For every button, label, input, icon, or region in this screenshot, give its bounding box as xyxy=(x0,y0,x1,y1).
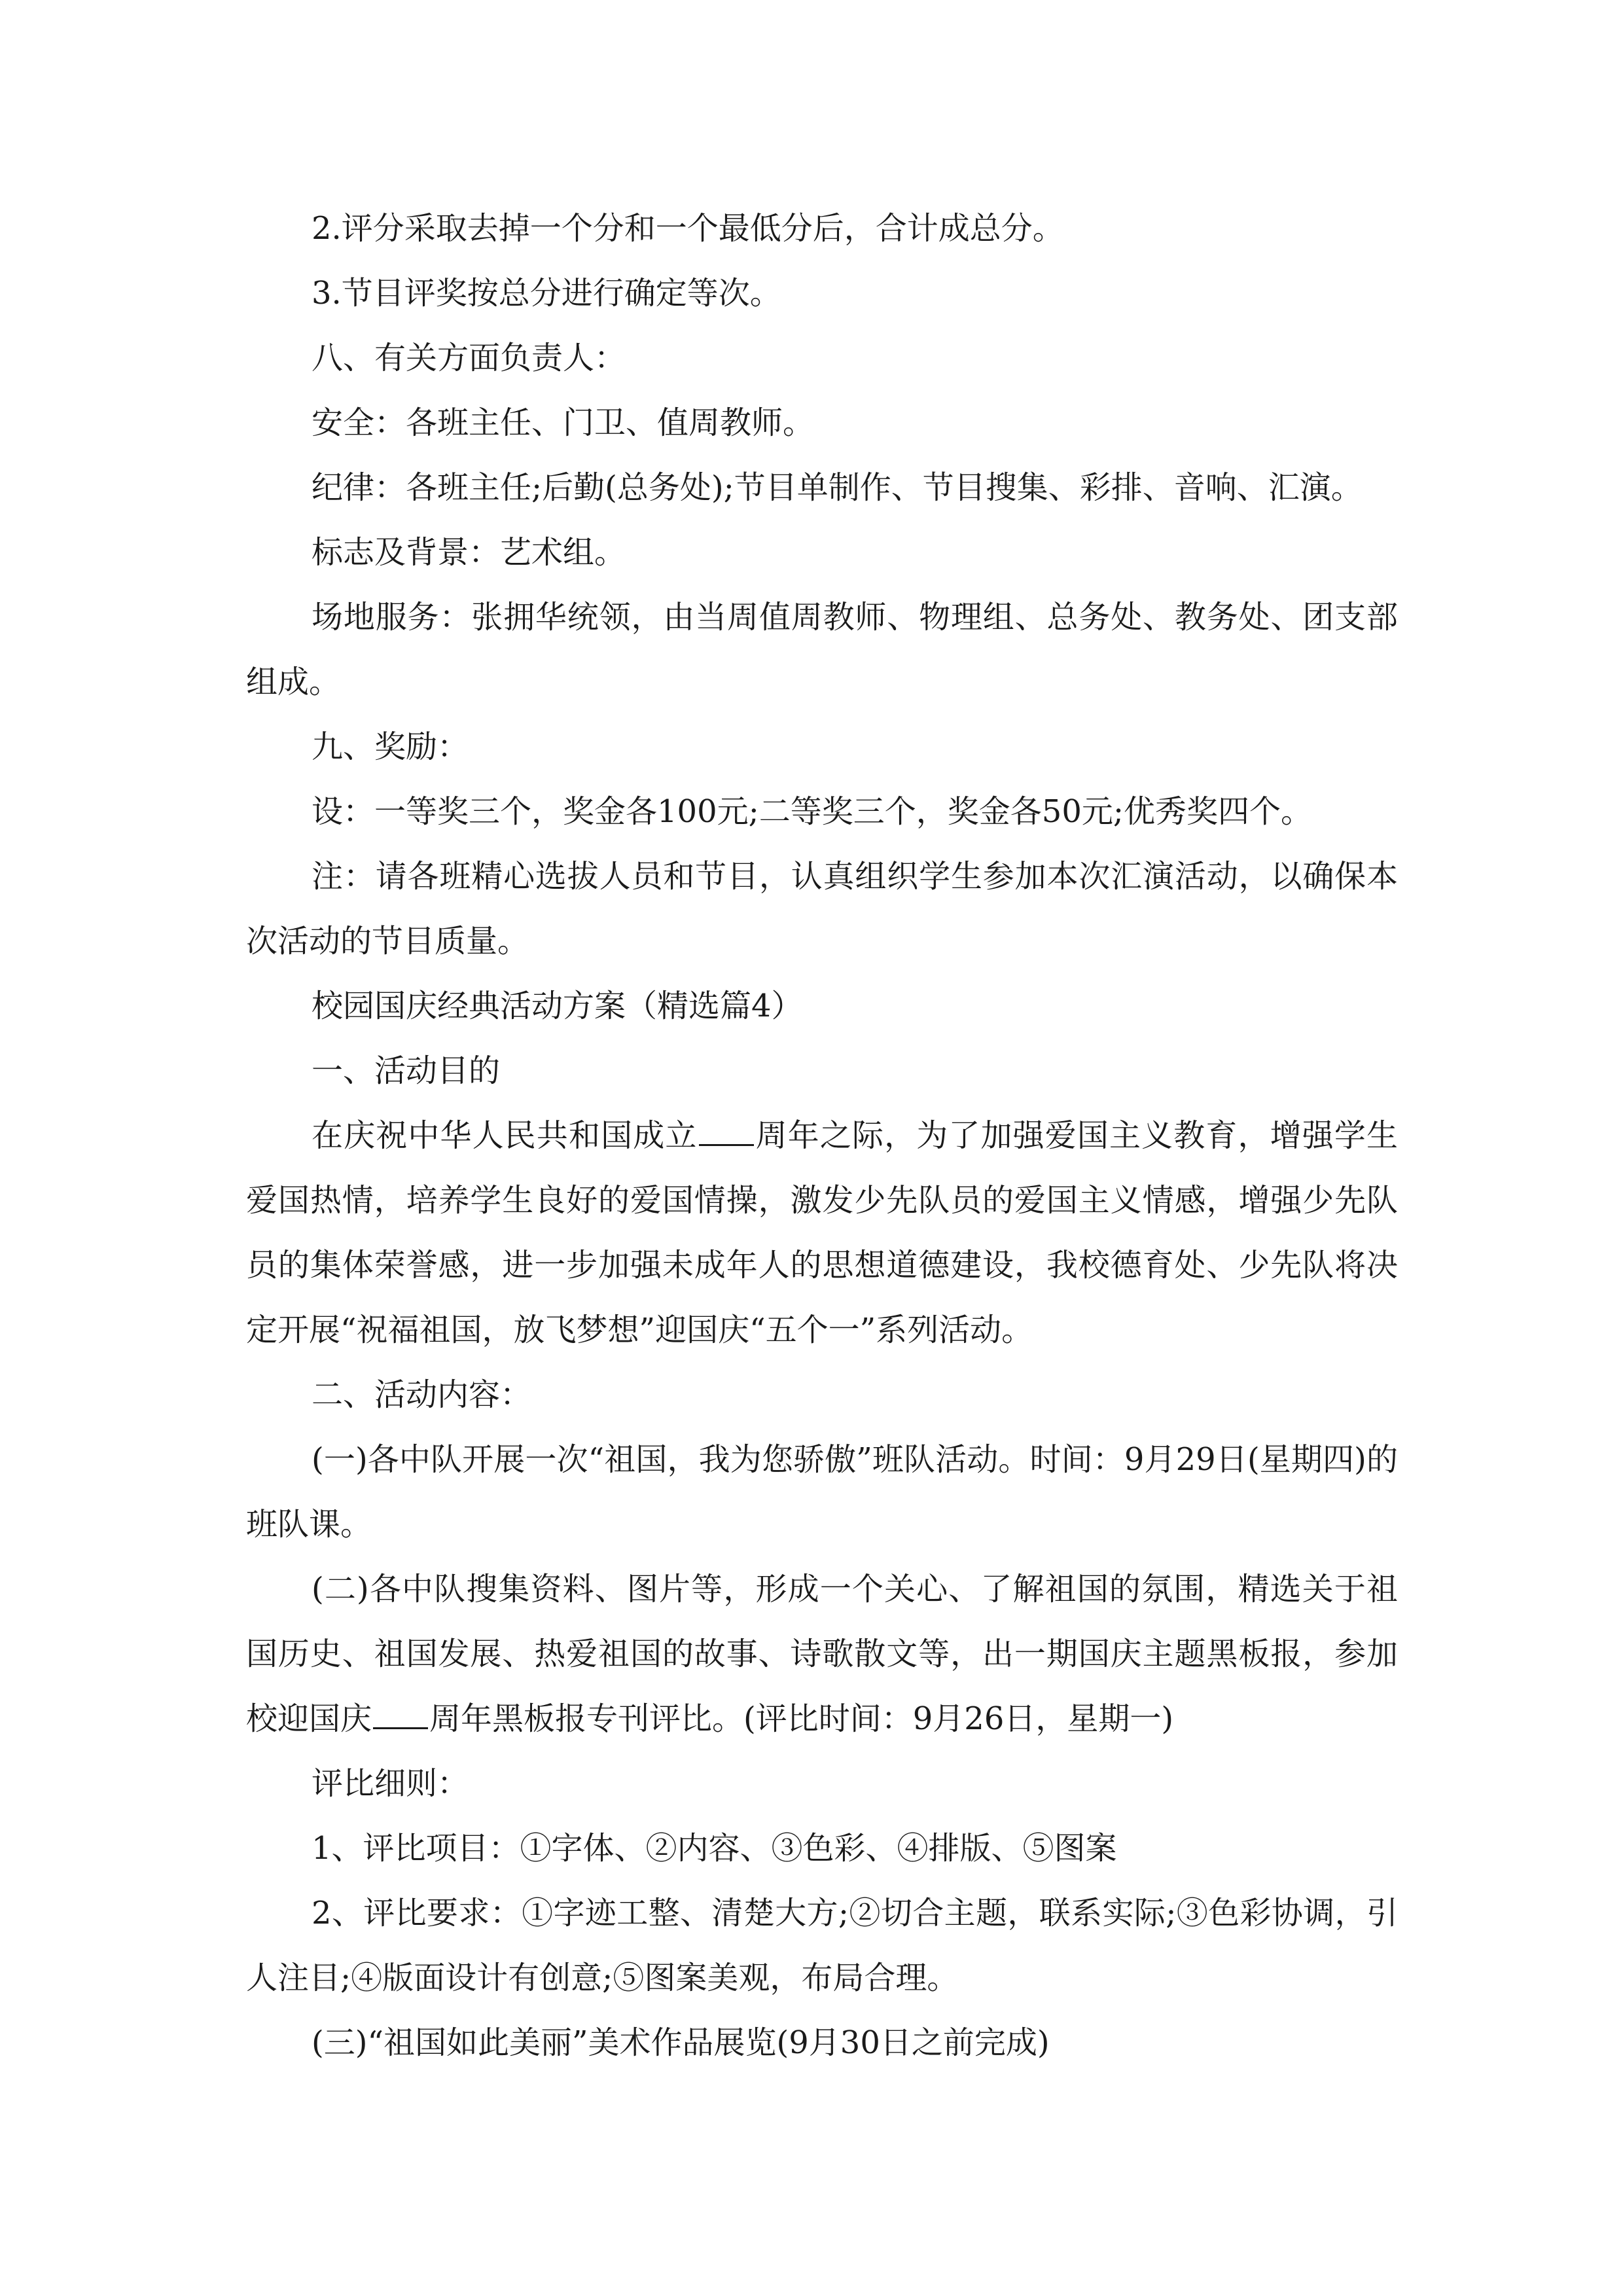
plan-title: 校园国庆经典活动方案（精选篇4） xyxy=(312,988,803,1024)
fill-in-blank xyxy=(373,1701,428,1729)
section-heading-responsible: 八、有关方面负责人： xyxy=(312,340,626,376)
purpose-text-before: 在庆祝中华人民共和国成立 xyxy=(312,1117,698,1154)
section-heading-rewards: 九、奖励： xyxy=(312,728,469,765)
scoring-rule-3: 3.节目评奖按总分进行确定等次。 xyxy=(312,275,781,312)
section-heading-purpose: 一、活动目的 xyxy=(312,1052,501,1089)
activity-two-text-after: 周年黑板报专刊评比。(评比时间：9月26日，星期一) xyxy=(429,1700,1174,1737)
section-heading-content: 二、活动内容： xyxy=(312,1376,532,1413)
activity-two xyxy=(246,1557,1398,1751)
purpose-text-after: 周年之际，为了加强爱国主义教育，增强学生爱国热情，培养学生良好的爱国情操，激发少先队员的爱国主义情感，增强少先队员的集体荣誉感，进一步加强未成年人的思想道德建设，我校德育处、少先队将决定开展“祝福祖国，放飞梦想”迎国庆“五个一”系列活动。 xyxy=(246,1117,1398,1348)
rewards-detail: 设：一等奖三个，奖金各100元;二等奖三个，奖金各50元;优秀奖四个。 xyxy=(312,793,1313,830)
activity-three: (三)“祖国如此美丽”美术作品展览(9月30日之前完成) xyxy=(312,2024,1050,2061)
evaluation-requirements: 2、评比要求：①字迹工整、清楚大方;②切合主题，联系实际;③色彩协调，引人注目;④版面设计有创意;⑤图案美观，布局合理。 xyxy=(246,1895,1398,1996)
activity-one: (一)各中队开展一次“祖国，我为您骄傲”班队活动。时间：9月29日(星期四)的班队课。 xyxy=(246,1441,1398,1543)
activity-two-text-before: (二)各中队搜集资料、图片等，形成一个关心、了解祖国的氛围，精选关于祖国历史、祖国发展、热爱祖国的故事、诗歌散文等，出一期国庆主题黑板报，参加校迎国庆 xyxy=(246,1571,1398,1737)
evaluation-rules-heading: 评比细则： xyxy=(312,1765,469,1802)
document-body xyxy=(246,196,1398,2075)
responsible-discipline: 纪律：各班主任;后勤(总务处);节目单制作、节目搜集、彩排、音响、汇演。 xyxy=(312,469,1363,506)
fill-in-blank xyxy=(699,1118,754,1146)
responsible-venue-service: 场地服务：张拥华统领，由当周值周教师、物理组、总务处、教务处、团支部组成。 xyxy=(246,599,1398,700)
evaluation-items: 1、评比项目：①字体、②内容、③色彩、④排版、⑤图案 xyxy=(312,1830,1117,1867)
responsible-logo-background: 标志及背景：艺术组。 xyxy=(312,534,626,571)
purpose-paragraph xyxy=(246,1103,1398,1363)
note-paragraph: 注：请各班精心选拔人员和节目，认真组织学生参加本次汇演活动，以确保本次活动的节目质量。 xyxy=(246,858,1398,960)
scoring-rule-2: 2.评分采取去掉一个分和一个最低分后，合计成总分。 xyxy=(312,210,1064,247)
responsible-safety: 安全：各班主任、门卫、值周教师。 xyxy=(312,404,815,441)
